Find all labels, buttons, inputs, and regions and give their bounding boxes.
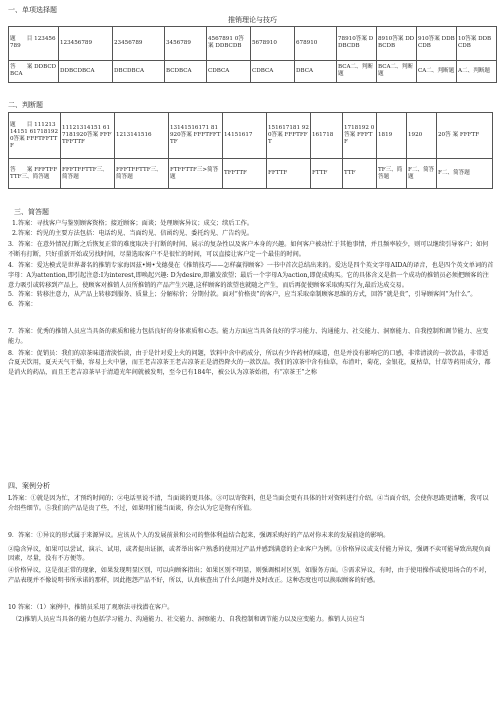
table-cell: 题 目 11121314151 617181920答案 FFFTFFTTF [9,113,61,159]
table-row [9,60,497,82]
table-cell: 123456789 [59,26,113,60]
section-heading-short-answer: 三、简答题 [14,208,49,216]
table-cell: CDBCA [251,60,295,82]
table-cell: BCA二、判断题 [377,60,417,82]
table-cell: 4567891 0答案 DDBCDB [207,26,251,60]
table-cell: 5678910 [251,26,295,60]
table-cell: 1920 [407,113,437,159]
table-cell: 8910答案 DDBCDB [377,26,417,60]
answer-paragraph: 4．答案：爱达模式是世界著名的推销专家海因兹•姆•戈德曼在《推销技巧——怎样赢得顾客》一书中首次总结出来的。爱达是四个英文字母AIDA的译音，也是四个英文单词的首字母：A为attention,即引起注意:I为interest,即唤起兴趣: D为desire,即激发欲望；最后一个字母A为action,即促成购买。它的具体含义是指一个成功的推销员必须把顾客的注意力吸引或转移到产品上，使顾客对推销人员所推销的产品产生兴趣,这样顾客的欲望也就随之产生，而后再促使顾客采取购买行为,最后达成交易。 [8,262,494,289]
table-cell: FFFTFFTTF三、简答题 [115,159,169,189]
table-cell: 答 案 FFFTFFTTF三、简答题 [9,159,61,189]
table-cell: FFFTFFTTF三、简答题 [61,159,115,189]
table-cell: TF三、简答题 [377,159,407,189]
table-row [9,26,497,60]
table-cell: 23456789 [113,26,165,60]
table-cell: 161718 [311,113,343,159]
answer-paragraph: 6．答案： [8,300,37,308]
table-cell: 910答案 DDBCDB [417,26,457,60]
table-cell: 1213141516 [115,113,169,159]
table-cell: CDBCA [207,60,251,82]
table-cell: TFFTTF [223,159,267,189]
section-heading-true-false: 二、判断题 [8,101,43,109]
true-false-answer-table [8,112,493,189]
section-heading-single-choice: 一、单项选择题 [8,6,57,14]
table-cell: 14151617 [223,113,267,159]
table-cell: FTTF [311,159,343,189]
table-cell: A二、判断题 [457,60,497,82]
table-cell: 1718192 0答案 FFFTF [343,113,377,159]
short-answer-list [8,219,494,377]
table-row [9,113,493,159]
table-cell: CA二、判断题 [417,60,457,82]
table-cell: 20答 案 FFFTF [437,113,493,159]
table-cell: F二、简答题 [407,159,437,189]
answer-paragraph: L答案：①就是因为忙，才预约时间的；②电话里说不清，当面谈的更具体。③可以寄资料，但是当面会更有具体的针对资料进行介绍。④当面介绍，会使你思路更清晰，我可以介绍些细节。⑤我们的产品是贵了些，不过，如果明们能当面谈，你会认为它是物有所值。 [8,495,489,512]
table-row [9,159,493,189]
answer-paragraph: 5．答案：转移注意力，从产品上转移到服务、质量上；分解标价；分期付款。面对“价格贵”的客户，应当采取牵制顾客思维的方式，回答“就是贵”，引导顾客问“为什么”。 [8,291,477,299]
answer-paragraph: 2.答案：约见的主要方法包括：电话约见、当面约见、信函约见、委托约见、广告约见。 [12,229,254,237]
answer-paragraph: 1.答案：寻找客户与鉴别顾客资格；接近顾客；面谈；处理顾客异议；成交；续后工作。 [12,220,254,227]
table-title: 推销理论与技巧 [9,16,497,26]
table-cell: TTF [343,159,377,189]
answer-paragraph: ④价格异议，这是很正常的现象，如果发现明显区别，可以向顾客指出；如果区别不明显，则强调相对区别，如服务方面。⑤需求异议，有时，由于使用操作或使用场合的不对，产品表现并不像说明书所承诺的那样，因此抱怨产品不好，所以，认真核查出了什么问题并及时改正。这种态度也可以换取顾客的好感。 [8,566,491,584]
table-cell: DDBCDBCA [59,60,113,82]
answer-paragraph: 8．答案：促销员：我们的凉茶味道清淡怡淡，由于是针对爱上火的问题，饮料中含中药成分，所以有少许药材的味道，但是并没有影响它的口感，非常清淡的一款饮品，非常适合夏天饮用，夏天天气干燥，容易上火中暑，而王老吉凉茶王老吉凉茶正是清热降火的一款饮品。我们的凉茶中含有仙草，布渣叶，菊花，金银花，夏枯草，甘草等药用成分，都是消火的药品，而且王老吉凉茶早于清道光年间就被发明，至今已有184年，被公认为凉茶始祖，有“凉茶王”之称 [8,349,491,376]
answer-paragraph: 3．答案：在意外情况打断之后恢复正常的难度取决于打断的时间、展示的复杂性以及客户本身的兴趣。如何客户被动忙于其他事情，并且频率较少，则可以继续引导客户；如何不断有打断，只好重新开始或另找时间，尽量选取客户不是很忙的时间，可以直接让客户定一个最佳的时间。 [8,241,489,258]
table-cell: DBCDBCA [113,60,165,82]
single-choice-answer-table [8,16,497,83]
answer-paragraph: 9．答案：①异议的形式属于来源异议。应该从个人的发展前景和公司的整体利益结合起来，强调采购好的产品对你未来的发展前途的影响。 [8,532,390,540]
table-cell: 678910 [295,26,337,60]
answer-paragraph: ②隐含异议，如果可以尝试、演示、试用，或者提出证据，或者举出客户熟悉的使用过产品并感到满意的企业客户为例。③价格异议或支付能力异议，强调不卖可能导致出现负面因素，尽量，没有不方便等。 [8,545,491,563]
table-cell: F二、简答题 [437,159,493,189]
case-analysis-list [8,494,494,624]
answer-paragraph: 7．答案：优秀的推销人员应当具备的素质和能力包括良好的身体素质和心态。能力方面应当具备良好的学习能力、沟通能力、社交能力、洞察能力、自我控制和调节能力、应变能力。 [8,328,489,345]
table-cell: 1819 [377,113,407,159]
table-cell: 3456789 [165,26,207,60]
table-cell: 151617181 920答案 FFFTFFT [267,113,311,159]
table-cell: DBCA [295,60,337,82]
section-heading-case-analysis: 四、案例分析 [8,482,50,490]
table-cell: 10答案 DDBCDB [457,26,497,60]
answer-paragraph: （2)推销人员应当具备的能力包括学习能力、沟通能力、社交能力、洞察能力、自我控制和调节能力以及应变能力。推销人员应当 [12,615,365,623]
table-cell: 11121314151 617181920答案 FFFTFFTTF [61,113,115,159]
table-cell: 13141516171 81920答案 FFFTFFTTF [169,113,223,159]
answer-paragraph: 10 答案：（1）案例中，推销员采用了观察法寻找潜在客户。 [8,604,174,612]
table-cell: FFTTF [267,159,311,189]
table-cell: FTFFTTF三>简答题 [169,159,223,189]
table-cell: BCDBCA [165,60,207,82]
table-cell: 题 目 123456789 [9,26,59,60]
table-cell: 78910答案 DDBCDB [337,26,377,60]
table-cell: BCA二、判断题 [337,60,377,82]
table-cell: 答 案 DDBCDBCA [9,60,59,82]
